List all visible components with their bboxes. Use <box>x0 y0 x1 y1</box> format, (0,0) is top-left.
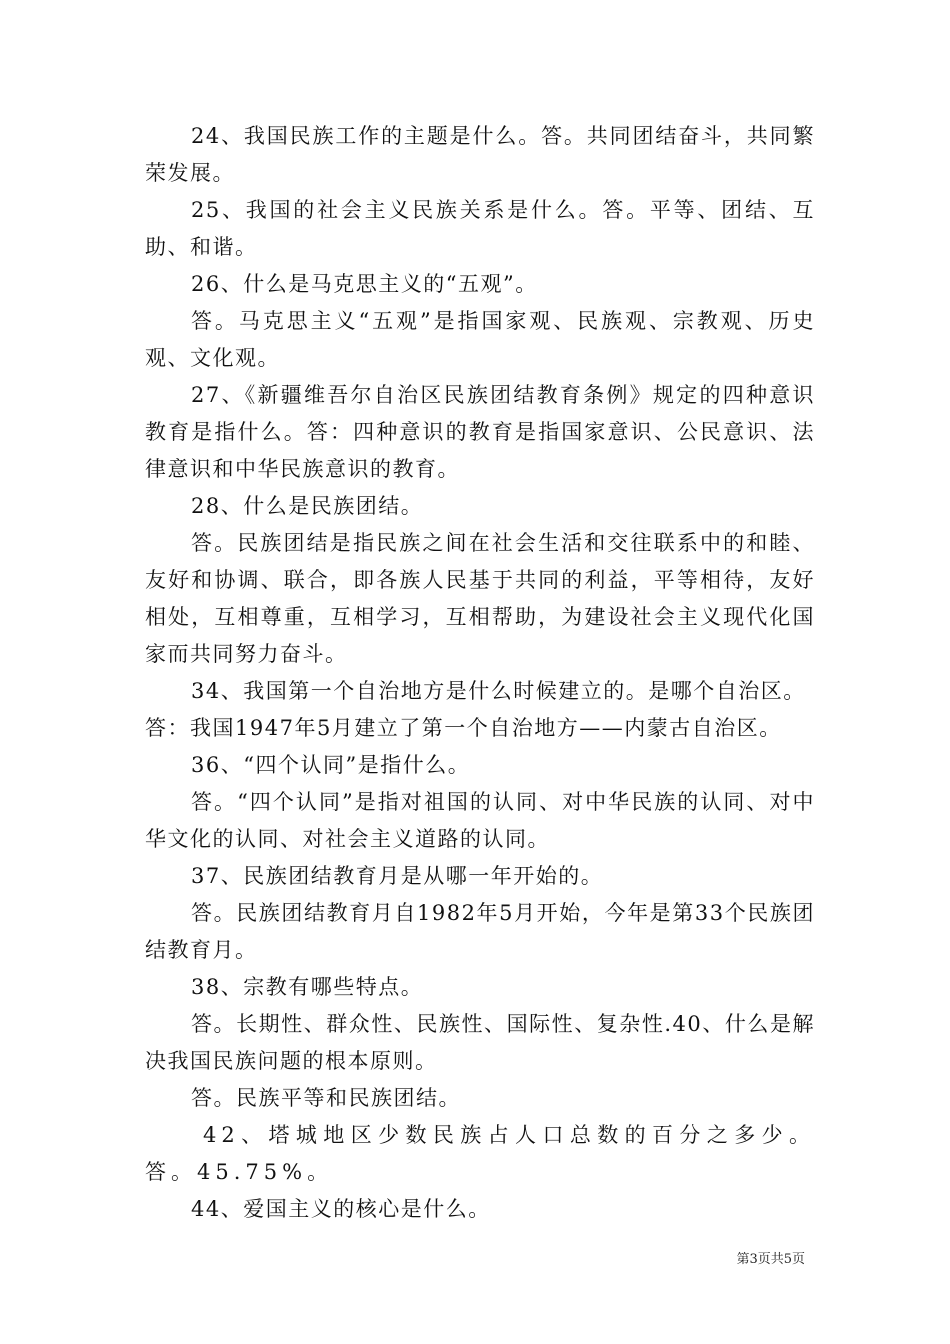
paragraph-q36: 36、“四个认同”是指什么。 <box>191 753 471 777</box>
paragraph-q25: 25、我国的社会主义民族关系是什么。答。平等、团结、互助、和谐。 <box>145 198 815 259</box>
paragraph-a37: 答。民族团结教育月自1982年5月开始，今年是第33个民族团结教育月。 <box>145 901 815 962</box>
paragraph-q27: 27、《新疆维吾尔自治区民族团结教育条例》规定的四种意识教育是指什么。答：四种意识的教育是指国家意识、公民意识、法律意识和中华民族意识的教育。 <box>145 383 815 481</box>
paragraph-q26: 26、什么是马克思主义的“五观”。 <box>191 272 538 296</box>
paragraph-q24: 24、我国民族工作的主题是什么。答。共同团结奋斗，共同繁荣发展。 <box>145 124 815 185</box>
paragraph-q44: 44、爱国主义的核心是什么。 <box>191 1197 491 1221</box>
paragraph-q42: 42、塔城地区少数民族占人口总数的百分之多少。答。45.75%。 <box>145 1123 815 1184</box>
document-body <box>145 118 815 1228</box>
paragraph-a40: 答。民族平等和民族团结。 <box>191 1086 461 1110</box>
paragraph-a28: 答。民族团结是指民族之间在社会生活和交往联系中的和睦、友好和协调、联合，即各族人民基于共同的利益，平等相待，友好相处，互相尊重，互相学习，互相帮助，为建设社会主义现代化国家而共同努力奋斗。 <box>145 531 815 666</box>
page-number-footer: 第3页共5页 <box>736 1252 805 1267</box>
paragraph-q28: 28、什么是民族团结。 <box>191 494 424 518</box>
paragraph-q34: 34、我国第一个自治地方是什么时候建立的。是哪个自治区。 <box>191 679 806 703</box>
paragraph-a34: 答：我国1947年5月建立了第一个自治地方——内蒙古自治区。 <box>145 716 782 740</box>
paragraph-q38: 38、宗教有哪些特点。 <box>191 975 424 999</box>
paragraph-a36: 答。“四个认同”是指对祖国的认同、对中华民族的认同、对中华文化的认同、对社会主义道路的认同。 <box>145 790 815 851</box>
paragraph-a38: 答。长期性、群众性、民族性、国际性、复杂性.40、什么是解决我国民族问题的根本原则。 <box>145 1012 815 1073</box>
paragraph-a26: 答。马克思主义“五观”是指国家观、民族观、宗教观、历史观、文化观。 <box>145 309 815 370</box>
paragraph-q37: 37、民族团结教育月是从哪一年开始的。 <box>191 864 604 888</box>
